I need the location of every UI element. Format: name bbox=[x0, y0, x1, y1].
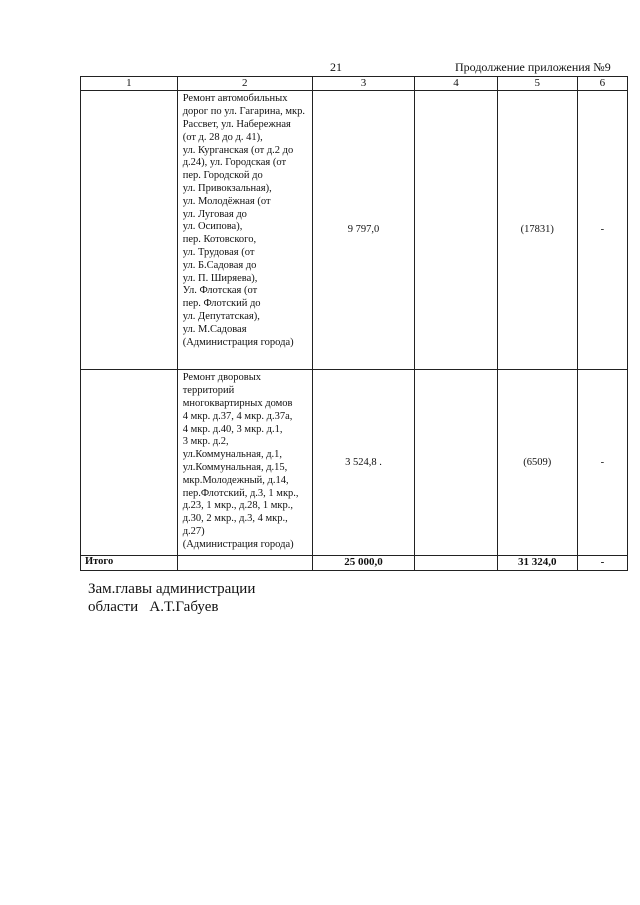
row-amount: 3 524,8 . bbox=[312, 370, 414, 556]
column-header-3: 3 bbox=[312, 77, 414, 91]
row-quantity: (6509) bbox=[497, 370, 577, 556]
signature-name: области А.Т.Габуев bbox=[88, 599, 219, 615]
row-cell-1 bbox=[81, 370, 178, 556]
total-cell-2 bbox=[177, 556, 312, 571]
table-row bbox=[81, 370, 628, 556]
row-cell-4 bbox=[415, 370, 497, 556]
column-header-2: 2 bbox=[177, 77, 312, 91]
signature-title: Зам.главы администрации bbox=[88, 581, 256, 597]
column-header-5: 5 bbox=[497, 77, 577, 91]
row-description: Ремонт дворовых территорий многоквартирных домов 4 мкр. д.37, 4 мкр. д.37а, 4 мкр. д.40, 3 мкр. д.1, 3 мкр. д.2, ул.Коммунальная, д.1, ул.Коммунальная, д.15, мкр.Молодежный, д.14, пер.Флотский, д.3, 1 мкр., д.23, 1 мкр., д.28, 1 мкр., д.30, 2 мкр., д.3, 4 мкр., д.27) (Администрация города) bbox=[177, 370, 312, 556]
column-header-6: 6 bbox=[577, 77, 627, 91]
total-label: Итого bbox=[81, 556, 178, 571]
total-cell-4 bbox=[415, 556, 497, 571]
row-cell-6: - bbox=[577, 370, 627, 556]
row-cell-1 bbox=[81, 91, 178, 370]
total-quantity: 31 324,0 bbox=[497, 556, 577, 571]
row-description: Ремонт автомобильных дорог по ул. Гагарина, мкр. Рассвет, ул. Набережная (от д. 28 до д. 41), ул. Курганская (от д.2 до д.24), ул. Городская (от пер. Городской до ул. Привокзальная), ул. Молодёжная (от ул. Луговая до ул. Осипова), пер. Котовского, ул. Трудовая (от ул. Б.Садовая до ул. П. Ширяева), Ул. Флотская (от пер. Флотский до ул. Депутатская), ул. М.Садовая (Администрация города) bbox=[177, 91, 312, 370]
row-quantity: (17831) bbox=[497, 91, 577, 370]
table-row bbox=[81, 91, 628, 370]
continuation-heading: Продолжение приложения №9 bbox=[455, 60, 611, 74]
column-header-row bbox=[81, 77, 628, 91]
row-amount: 9 797,0 bbox=[312, 91, 414, 370]
column-header-4: 4 bbox=[415, 77, 497, 91]
appendix-table bbox=[80, 76, 628, 571]
row-cell-6: - bbox=[577, 91, 627, 370]
column-header-1: 1 bbox=[81, 77, 178, 91]
total-row bbox=[81, 556, 628, 571]
row-cell-4 bbox=[415, 91, 497, 370]
total-cell-6: - bbox=[577, 556, 627, 571]
signature-block bbox=[88, 580, 255, 616]
page-number: 21 bbox=[330, 60, 342, 74]
total-amount: 25 000,0 bbox=[312, 556, 414, 571]
